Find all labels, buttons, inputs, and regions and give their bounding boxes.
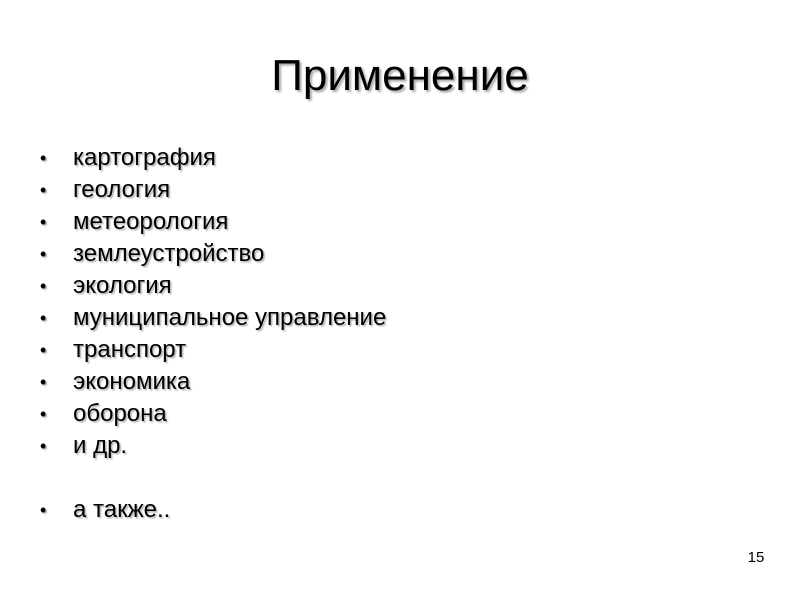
bullet-marker: •: [40, 307, 47, 328]
list-item-text: муниципальное управление: [73, 304, 387, 331]
list-item: [40, 430, 386, 462]
list-item-text: и др.: [73, 432, 128, 459]
bullet-marker: •: [40, 499, 47, 520]
list-item-text: экология: [73, 272, 172, 299]
list-item: [40, 302, 386, 334]
list-item: [40, 366, 386, 398]
list-item: [40, 270, 386, 302]
list-item-text: картография: [73, 144, 216, 171]
bullet-marker: •: [40, 403, 47, 424]
list-item-text: транспорт: [73, 336, 187, 363]
bullet-marker: •: [40, 435, 47, 456]
list-item: [40, 334, 386, 366]
list-item: [40, 174, 386, 206]
page-number: 15: [747, 549, 765, 566]
list-item-text: геология: [73, 176, 171, 203]
bullet-marker: •: [40, 371, 47, 392]
list-item-text: метеорология: [73, 208, 229, 235]
list-item-text: а также..: [73, 496, 171, 523]
bullet-marker: •: [40, 275, 47, 296]
list-item: [40, 206, 386, 238]
list-item-text: оборона: [73, 400, 167, 427]
bullet-marker: •: [40, 211, 47, 232]
list-item: [40, 238, 386, 270]
bullet-marker: •: [40, 179, 47, 200]
bullet-marker: •: [40, 243, 47, 264]
bullet-list: [40, 142, 386, 526]
list-item: [40, 142, 386, 174]
list-item-text: землеустройство: [73, 240, 265, 267]
bullet-marker: •: [40, 147, 47, 168]
slide-title: Применение: [271, 51, 529, 100]
list-item-text: экономика: [73, 368, 191, 395]
bullet-marker: •: [40, 339, 47, 360]
list-item: [40, 398, 386, 430]
list-item-extra: [40, 494, 386, 526]
